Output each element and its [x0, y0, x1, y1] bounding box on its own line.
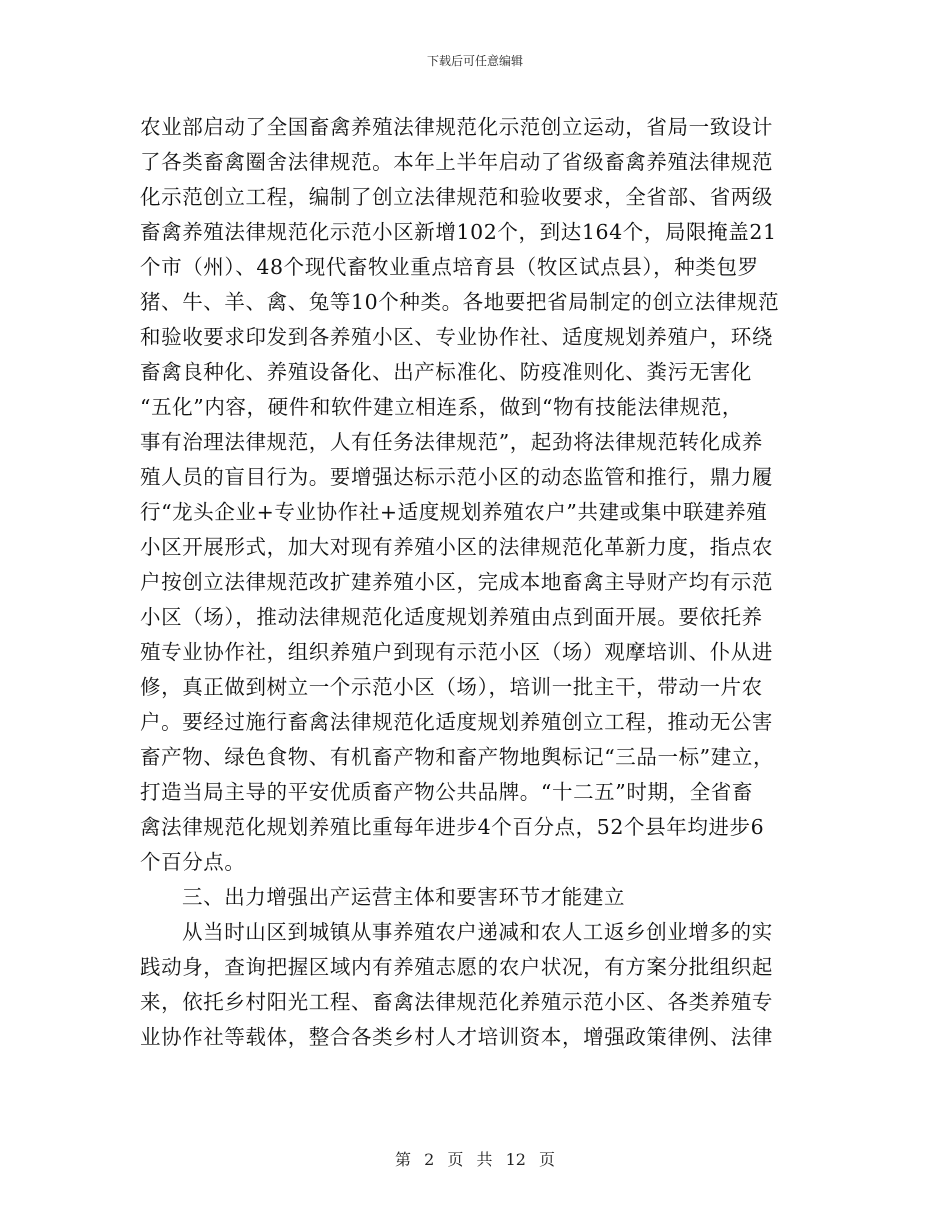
paragraph-first-line: 从当时山区到城镇从事养殖农户递减和农人工返乡创业增多的实	[182, 920, 773, 944]
footer-page-label: 页	[447, 1150, 464, 1169]
body-line: 畜禽良种化、养殖设备化、出产标准化、防疫准则化、粪污无害化	[140, 360, 752, 384]
section-heading: 三、出力增强出产运营主体和要害环节才能建立	[182, 885, 626, 909]
body-line: 事有治理法律规范，人有任务法律规范”，起劲将法律规范转化成养	[140, 430, 763, 454]
body-line: 来，依托乡村阳光工程、畜禽法律规范化养殖示范小区、各类养殖专	[140, 990, 773, 1014]
body-line: 农业部启动了全国畜禽养殖法律规范化示范创立运动，省局一致设计	[140, 115, 773, 139]
body-line: 打造当局主导的平安优质畜产物公共品牌。“十二五”时期，全省畜	[140, 780, 753, 804]
body-line: 个市（州）、48个现代畜牧业重点培育县（牧区试点县），种类包罗	[140, 255, 759, 279]
body-line: 户。要经过施行畜禽法律规范化适度规划养殖创立工程，推动无公害	[140, 710, 773, 734]
body-line: 户按创立法律规范改扩建养殖小区，完成本地畜禽主导财产均有示范	[140, 570, 773, 594]
page-footer	[0, 1147, 950, 1170]
body-line: 了各类畜禽圈舍法律规范。本年上半年启动了省级畜禽养殖法律规范	[140, 150, 773, 174]
body-line: 畜禽养殖法律规范化示范小区新增102个，到达164个，局限掩盖21	[140, 220, 777, 244]
footer-current-page: 2	[424, 1150, 435, 1169]
body-line: 殖专业协作社，组织养殖户到现有示范小区（场）观摩培训、仆从进	[140, 640, 773, 664]
footer-total-label: 共	[476, 1150, 493, 1169]
body-line: 和验收要求印发到各养殖小区、专业协作社、适度规划养殖户，环绕	[140, 325, 773, 349]
footer-suffix: 页	[539, 1150, 556, 1169]
footer-prefix: 第	[394, 1150, 411, 1169]
body-line: 践动身，查询把握区域内有养殖志愿的农户状况，有方案分批组织起	[140, 955, 773, 979]
body-line: 小区（场），推动法律规范化适度规划养殖由点到面开展。要依托养	[140, 605, 763, 629]
body-line: 猪、牛、羊、禽、兔等10个种类。各地要把省局制定的创立法律规范	[140, 290, 780, 314]
body-line: 行“龙头企业+专业协作社+适度规划养殖农户”共建或集中联建养殖	[140, 500, 768, 524]
body-line: 修，真正做到树立一个示范小区（场），培训一批主干，带动一片农	[140, 675, 763, 699]
body-line: 化示范创立工程，编制了创立法律规范和验收要求，全省部、省两级	[140, 185, 773, 209]
document-body	[140, 110, 810, 1055]
body-line: 畜产物、绿色食物、有机畜产物和畜产物地舆标记“三品一标”建立，	[140, 745, 775, 769]
body-line: 个百分点。	[140, 850, 246, 874]
body-line: 殖人员的盲目行为。要增强达标示范小区的动态监管和推行，鼎力履	[140, 465, 773, 489]
page-header-note: 下载后可任意编辑	[426, 54, 523, 68]
body-line: 禽法律规范化规划养殖比重每年进步4个百分点，52个县年均进步6	[140, 815, 765, 839]
footer-total-pages: 12	[505, 1150, 526, 1169]
body-line: “五化”内容，硬件和软件建立相连系，做到“物有技能法律规范，	[140, 395, 743, 419]
body-line: 业协作社等载体，整合各类乡村人才培训资本，增强政策律例、法律	[140, 1025, 773, 1049]
body-line: 小区开展形式，加大对现有养殖小区的法律规范化革新力度，指点农	[140, 535, 773, 559]
